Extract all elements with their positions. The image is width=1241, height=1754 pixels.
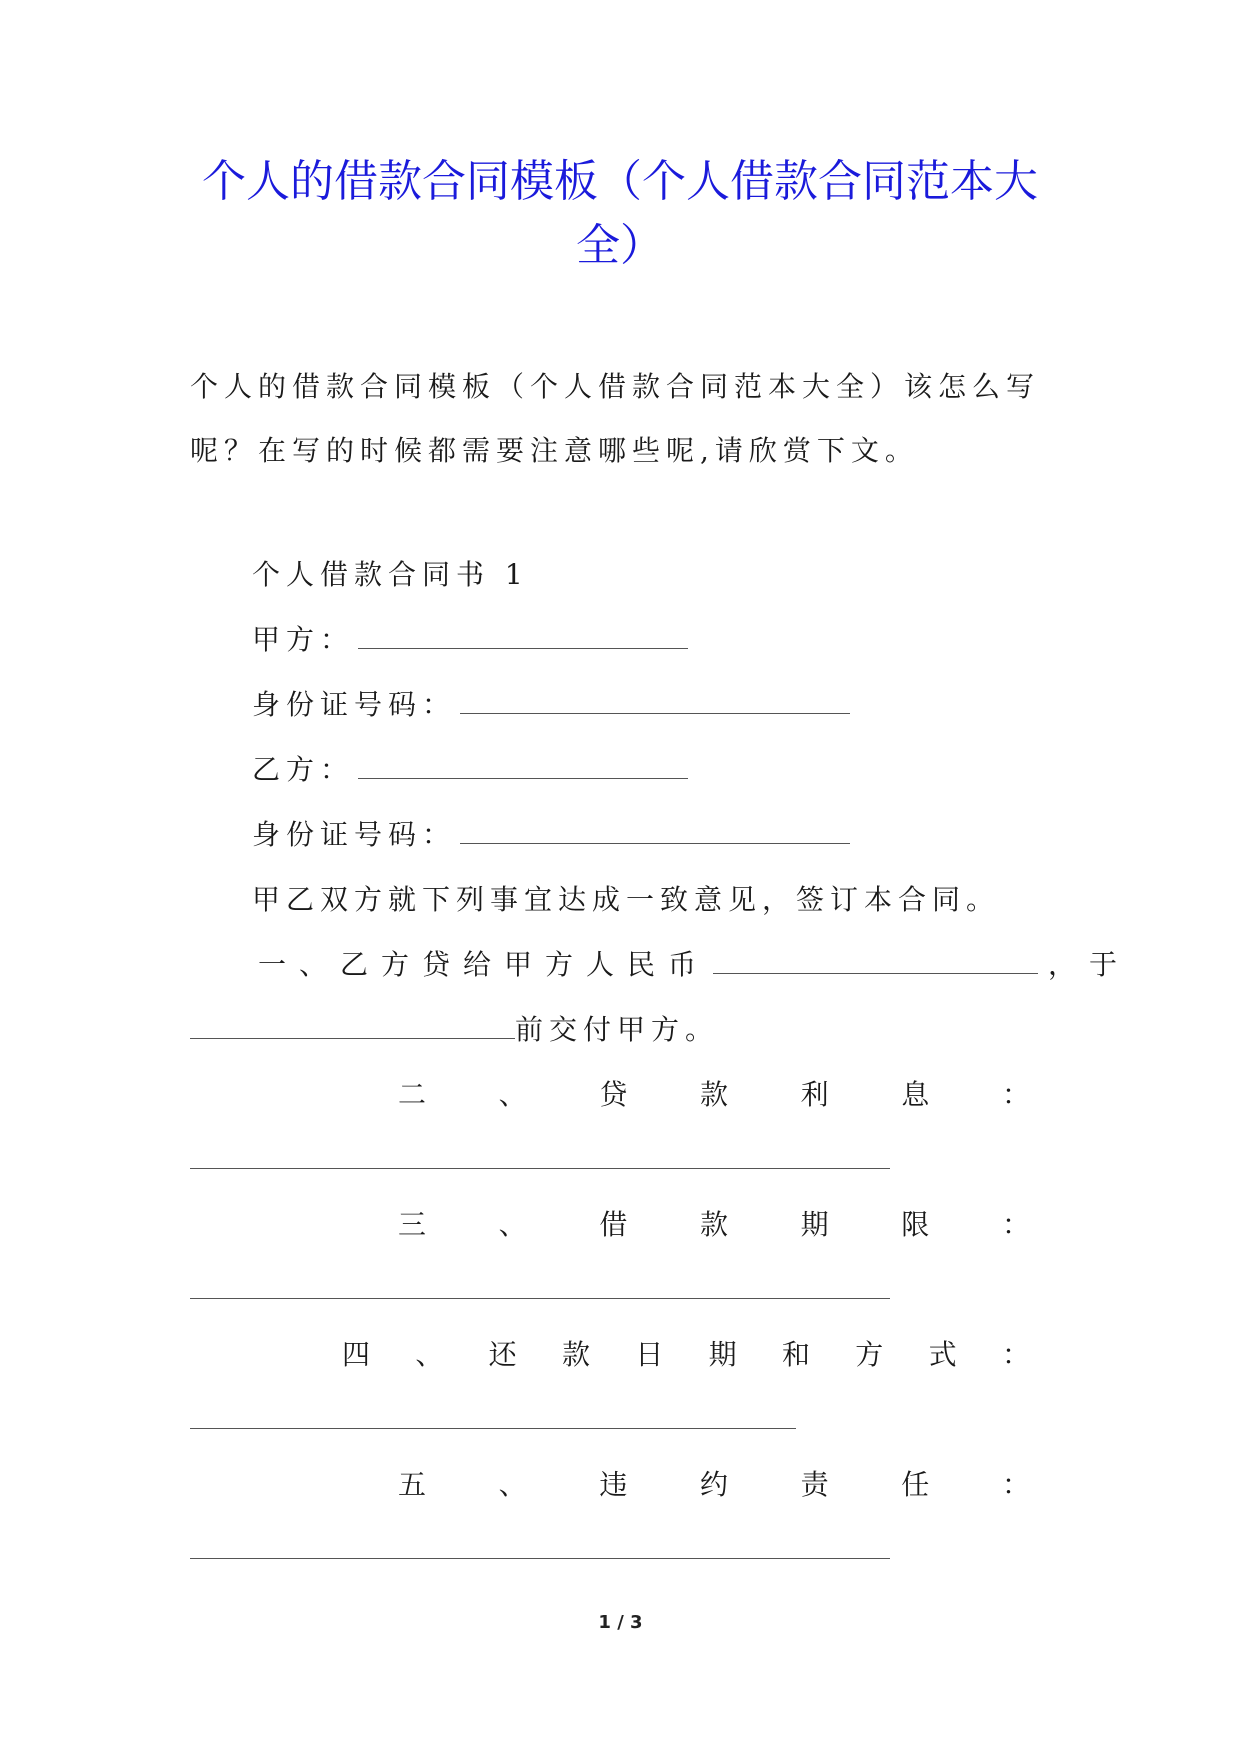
id-a-blank[interactable] <box>460 687 850 714</box>
clause-2-heading <box>398 1075 1030 1115</box>
clause-3-char: ： <box>1001 1208 1030 1241</box>
page-indicator: 1 / 3 <box>598 1612 643 1633</box>
id-b-label: 身份证号码： <box>252 818 457 851</box>
clause-4-char: 和 <box>781 1338 810 1371</box>
clause-1-suffix: 前交付甲方。 <box>515 1013 720 1046</box>
clause-4-heading <box>342 1335 1030 1375</box>
clause-1-cont <box>190 1010 719 1050</box>
clause-4-char: 、 <box>415 1338 444 1371</box>
clause-4-blank[interactable] <box>190 1428 796 1429</box>
clause-1-date-blank[interactable] <box>190 1012 515 1039</box>
clause-1-line <box>258 945 1130 985</box>
agreement-text: 甲乙双方就下列事宜达成一致意见，签订本合同。 <box>252 883 1001 916</box>
clause-1-mid: ，于 <box>1048 948 1131 981</box>
clause-4-char: 式 <box>928 1338 957 1371</box>
clause-5-char: 五 <box>398 1468 427 1501</box>
clause-5-char: 任 <box>901 1468 930 1501</box>
party-b-line <box>252 750 688 790</box>
clause-5-char: 责 <box>800 1468 829 1501</box>
clause-5-char: 约 <box>699 1468 728 1501</box>
id-b-line <box>252 815 850 855</box>
party-b-label: 乙方： <box>252 753 355 786</box>
clause-3-blank[interactable] <box>190 1298 890 1299</box>
party-a-label: 甲方： <box>252 623 355 656</box>
clause-4-char: 款 <box>561 1338 590 1371</box>
clause-3-char: 借 <box>599 1208 628 1241</box>
clause-3-char: 限 <box>901 1208 930 1241</box>
clause-5-char: 、 <box>498 1468 527 1501</box>
clause-3-char: 期 <box>800 1208 829 1241</box>
clause-4-char: 还 <box>488 1338 517 1371</box>
id-a-label: 身份证号码： <box>252 688 457 721</box>
clause-3-char: 款 <box>699 1208 728 1241</box>
clause-4-char: 方 <box>855 1338 884 1371</box>
clause-5-heading <box>398 1465 1030 1505</box>
party-b-blank[interactable] <box>358 752 688 779</box>
clause-2-char: 贷 <box>599 1078 628 1111</box>
clause-5-char: ： <box>1001 1468 1030 1501</box>
clause-4-char: ： <box>1001 1338 1030 1371</box>
clause-2-char: 款 <box>699 1078 728 1111</box>
contract-heading: 个人借款合同书 1 <box>252 558 529 591</box>
clause-2-char: 利 <box>800 1078 829 1111</box>
party-a-blank[interactable] <box>358 622 688 649</box>
clause-2-char: 、 <box>498 1078 527 1111</box>
clause-3-heading <box>398 1205 1030 1245</box>
clause-4-char: 期 <box>708 1338 737 1371</box>
clause-3-char: 、 <box>498 1208 527 1241</box>
clause-1-amount-blank[interactable] <box>713 947 1038 974</box>
document-title: 个人的借款合同模板（个人借款合同范本大全） <box>202 156 1038 271</box>
id-a-line <box>252 685 850 725</box>
intro-paragraph: 个人的借款合同模板（个人借款合同范本大全）该怎么写呢？在写的时候都需要注意哪些呢,请欣赏下文。 <box>190 370 1041 467</box>
clause-3-char: 三 <box>398 1208 427 1241</box>
clause-5-char: 违 <box>599 1468 628 1501</box>
clause-1-prefix: 一、乙方贷给甲方人民币 <box>258 948 710 981</box>
clause-2-char: ： <box>1001 1078 1030 1111</box>
id-b-blank[interactable] <box>460 817 850 844</box>
clause-2-char: 息 <box>901 1078 930 1111</box>
clause-2-blank[interactable] <box>190 1168 890 1169</box>
clause-2-char: 二 <box>398 1078 427 1111</box>
clause-4-char: 日 <box>635 1338 664 1371</box>
party-a-line <box>252 620 688 660</box>
clause-4-char: 四 <box>342 1338 371 1371</box>
clause-5-blank[interactable] <box>190 1558 890 1559</box>
